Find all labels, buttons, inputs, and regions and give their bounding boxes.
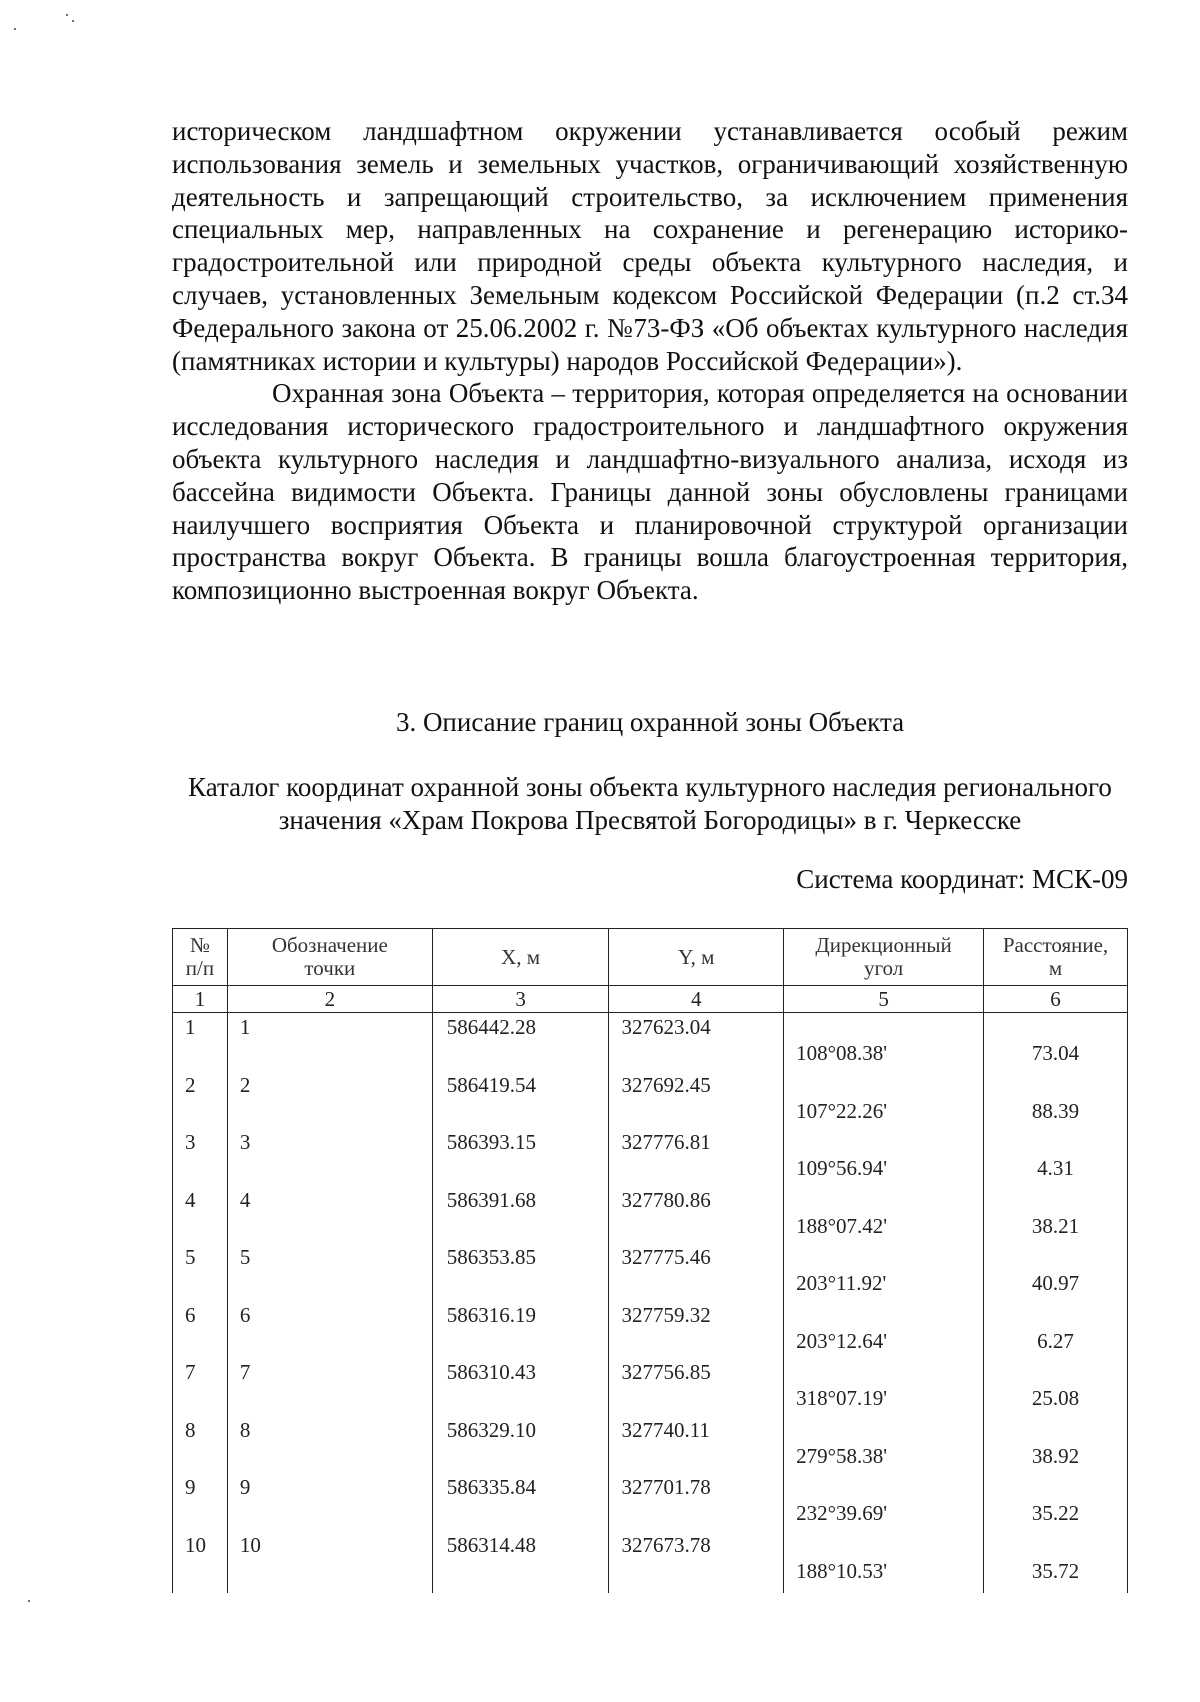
header-num: № п/п: [173, 929, 228, 986]
y-coordinate: 327756.85: [621, 1360, 711, 1384]
directional-angle: 109°56.94': [796, 1156, 888, 1180]
header-x: X, м: [432, 929, 609, 986]
paragraph-regime: историческом ландшафтном окружении устанавливается особый режим использования земель и земельных участков, ограничивающий хозяйственную деятельность и запрещающий строительство, за исключением применения специальных мер, направленных на сохранение и регенерацию историко-градостроительной или природной среды объекта культурного наследия, и случаев, установленных Земельным кодексом Российской Федерации (п.2 ст.34 Федерального закона от 25.06.2002 г. №73-ФЗ «Об объектах культурного наследия (памятниках истории и культуры) народов Российской Федерации»).: [172, 116, 1128, 376]
catalog-title-line: Каталог координат охранной зоны объекта культурного наследия регионального: [188, 772, 1112, 802]
x-coordinate: 586314.48: [446, 1532, 536, 1557]
scan-speck: [72, 20, 74, 22]
y-coordinate: 327673.78: [621, 1532, 711, 1557]
column-number: 6: [984, 986, 1128, 1013]
point-number: 3: [185, 1130, 196, 1154]
segment-distance: 35.72: [1031, 1558, 1080, 1583]
directional-angle: 279°58.38': [796, 1443, 888, 1468]
point-label: 4: [239, 1187, 251, 1212]
header-point: Обозначение точки: [227, 929, 432, 986]
directional-angle: 188°10.53': [796, 1558, 888, 1583]
y-coordinate: 327780.86: [621, 1187, 711, 1212]
directional-angle: 203°11.92': [796, 1271, 887, 1295]
x-coordinate: 586329.10: [446, 1417, 536, 1442]
column-point-cell: [227, 1013, 432, 1594]
table-body-row: [173, 1013, 1128, 1594]
point-number: 4: [185, 1187, 196, 1212]
segment-distance: 38.21: [1031, 1213, 1080, 1238]
column-number: 5: [784, 986, 984, 1013]
point-label: 10: [239, 1532, 261, 1557]
point-label: 5: [239, 1245, 251, 1269]
directional-angle: 203°12.64': [796, 1328, 888, 1353]
directional-angle: 107°22.26': [796, 1098, 888, 1123]
point-number: 1: [185, 1015, 196, 1039]
point-label: 8: [239, 1417, 251, 1442]
segment-distance: 4.31: [1037, 1156, 1074, 1180]
point-number: 8: [185, 1417, 196, 1442]
coordinate-system-label: Система координат: МСК-09: [796, 864, 1128, 894]
column-y-cell: [609, 1013, 784, 1594]
column-angle-cell: [784, 1013, 984, 1594]
x-coordinate: 586335.84: [446, 1475, 536, 1499]
x-coordinate: 586393.15: [446, 1130, 536, 1154]
header-angle: Дирекционный угол: [784, 929, 984, 986]
coordinates-table: [172, 928, 1128, 1593]
scan-speck: [66, 14, 68, 16]
point-number: 6: [185, 1302, 196, 1327]
x-coordinate: 586419.54: [446, 1072, 536, 1097]
point-number: 5: [185, 1245, 196, 1269]
directional-angle: 108°08.38': [796, 1041, 888, 1065]
directional-angle: 232°39.69': [796, 1501, 888, 1525]
column-number: 4: [609, 986, 784, 1013]
directional-angle: 188°07.42': [796, 1213, 888, 1238]
point-label: 1: [239, 1015, 251, 1039]
column-number: 3: [432, 986, 609, 1013]
directional-angle: 318°07.19': [796, 1386, 888, 1410]
point-number: 9: [185, 1475, 196, 1499]
section-heading: 3. Описание границ охранной зоны Объекта: [395, 707, 905, 737]
point-number: 7: [185, 1360, 196, 1384]
y-coordinate: 327623.04: [621, 1015, 711, 1039]
segment-distance: 40.97: [1031, 1271, 1080, 1295]
y-coordinate: 327692.45: [621, 1072, 711, 1097]
y-coordinate: 327759.32: [621, 1302, 711, 1327]
scan-speck: [14, 28, 16, 30]
point-label: 3: [239, 1130, 251, 1154]
y-coordinate: 327775.46: [621, 1245, 711, 1269]
y-coordinate: 327701.78: [621, 1475, 711, 1499]
segment-distance: 73.04: [1031, 1041, 1080, 1065]
point-label: 2: [239, 1072, 251, 1097]
x-coordinate: 586391.68: [446, 1187, 536, 1212]
x-coordinate: 586353.85: [446, 1245, 536, 1269]
segment-distance: 6.27: [1037, 1328, 1074, 1353]
paragraph-protection-zone: Охранная зона Объекта – территория, которая определяется на основании исследования исторического градостроительного и ландшафтного окружения объекта культурного наследия и ландшафтно-визуального анализа, исходя из бассейна видимости Объекта. Границы данной зоны обусловлены границами наилучшего восприятия Объекта и планировочной структурой организации пространства вокруг Объекта. В границы вошла благоустроенная территория, композиционно выстроенная вокруг Объекта.: [172, 378, 1128, 606]
point-label: 7: [239, 1360, 251, 1384]
point-number: 2: [185, 1072, 196, 1097]
segment-distance: 38.92: [1031, 1443, 1080, 1468]
header-distance: Расстояние, м: [984, 929, 1128, 986]
table-header-row: [173, 929, 1128, 986]
scan-speck: [28, 1600, 30, 1602]
y-coordinate: 327776.81: [621, 1130, 711, 1154]
point-number: 10: [185, 1532, 206, 1557]
catalog-title: [172, 771, 1128, 836]
x-coordinate: 586442.28: [446, 1015, 536, 1039]
catalog-title-line: значения «Храм Покрова Пресвятой Богородицы» в г. Черкесске: [278, 804, 1022, 835]
x-coordinate: 586316.19: [446, 1302, 536, 1327]
segment-distance: 88.39: [1031, 1098, 1080, 1123]
body-text: [172, 115, 1128, 607]
column-number: 1: [173, 986, 228, 1013]
segment-distance: 35.22: [1031, 1501, 1080, 1525]
point-label: 6: [239, 1302, 251, 1327]
column-distance-cell: [984, 1013, 1128, 1594]
segment-distance: 25.08: [1031, 1386, 1080, 1410]
column-number-row: [173, 986, 1128, 1013]
point-label: 9: [239, 1475, 251, 1499]
header-y: Y, м: [609, 929, 784, 986]
x-coordinate: 586310.43: [446, 1360, 536, 1384]
column-num-cell: [173, 1013, 228, 1594]
y-coordinate: 327740.11: [621, 1417, 710, 1442]
column-number: 2: [227, 986, 432, 1013]
column-x-cell: [432, 1013, 609, 1594]
